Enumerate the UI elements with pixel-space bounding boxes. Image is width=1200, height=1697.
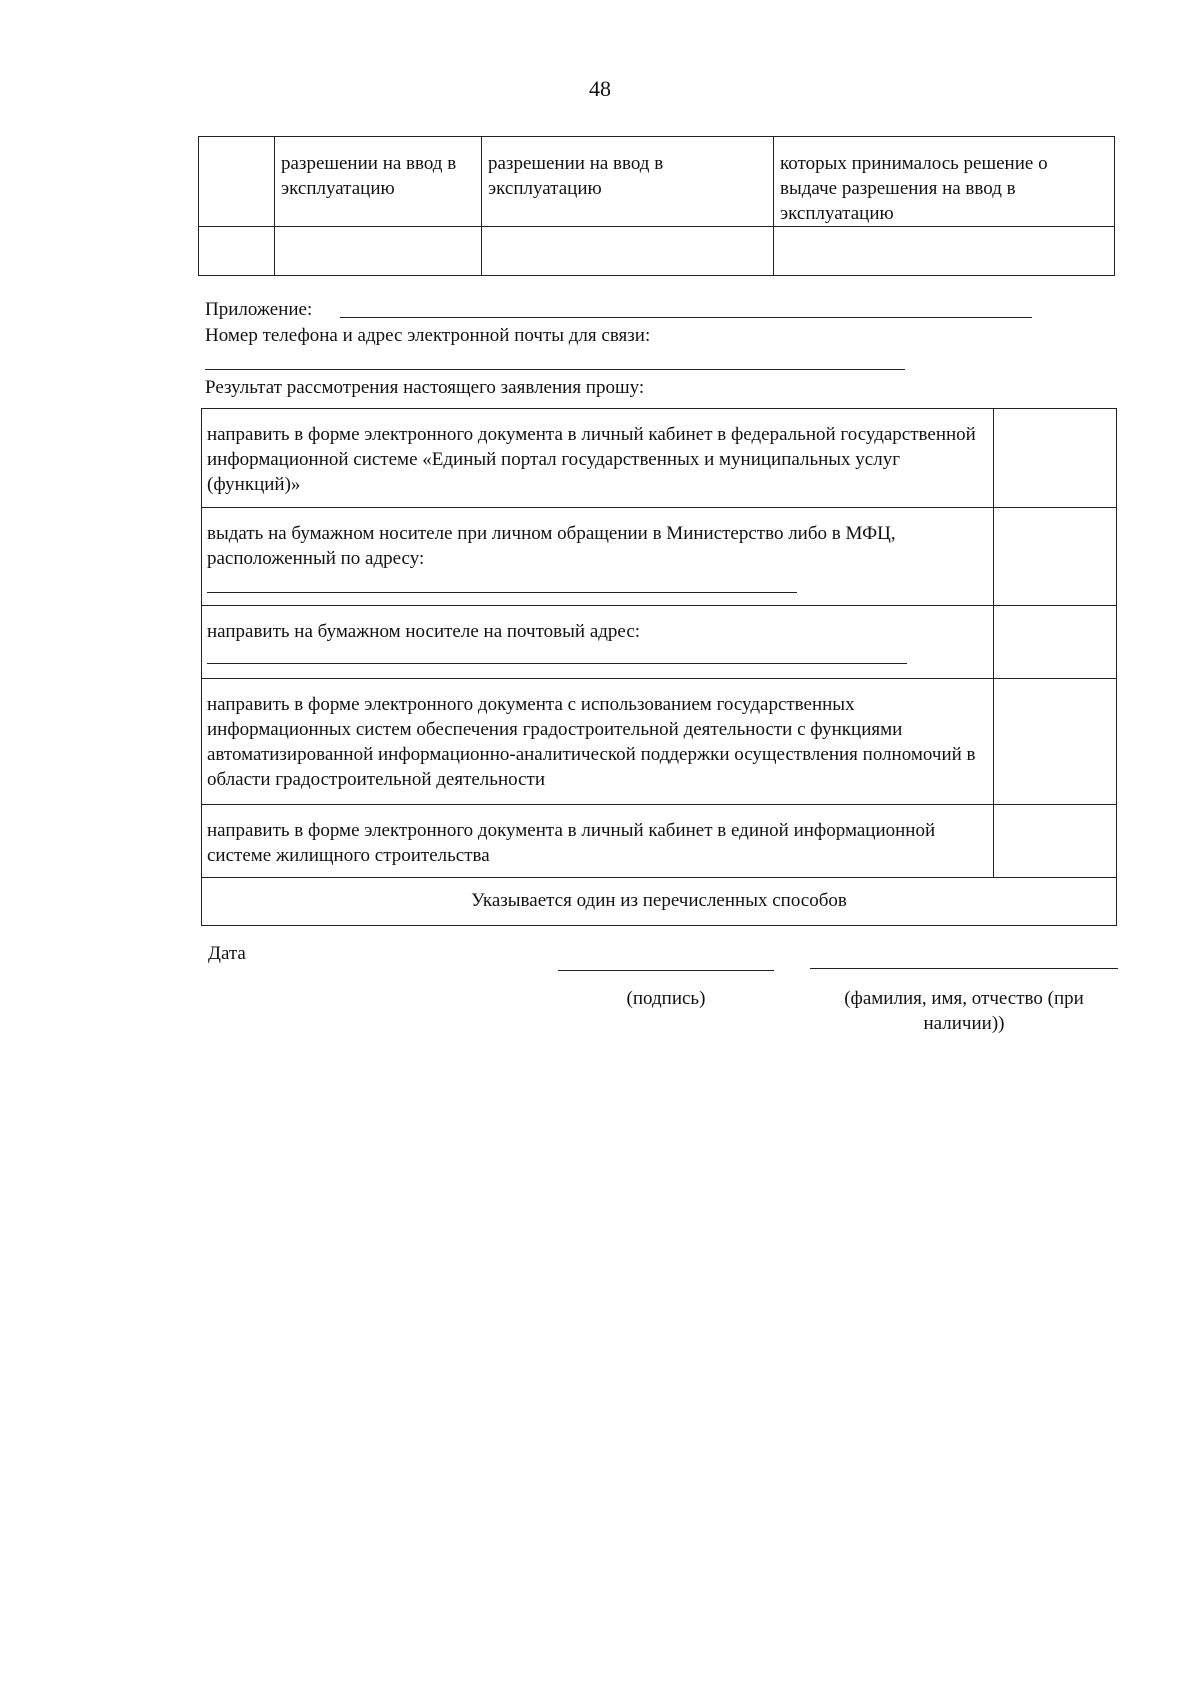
postal-address-field[interactable]	[207, 663, 907, 664]
delivery-options-table	[201, 408, 1117, 926]
name-field[interactable]	[810, 968, 1118, 969]
option-checkbox[interactable]	[993, 679, 1116, 805]
option-row	[202, 508, 1117, 606]
option-checkbox[interactable]	[993, 508, 1116, 606]
table-cell	[275, 227, 482, 276]
option-cell	[202, 606, 994, 679]
signature-field[interactable]	[558, 970, 774, 971]
option-checkbox[interactable]	[993, 606, 1116, 679]
table-row	[199, 227, 1115, 276]
permit-table-continuation	[198, 136, 1115, 276]
table-cell	[199, 227, 275, 276]
options-note: Указывается один из перечисленных способов	[202, 878, 1117, 926]
table-row	[199, 137, 1115, 227]
option-text: направить в форме электронного документа с использованием государственных информационных систем обеспечения градостроительной деятельности с функциями автоматизированной информационно-аналитической поддержки осуществления полномочий в области градостроительной деятельности	[202, 679, 994, 805]
option-checkbox[interactable]	[993, 409, 1116, 508]
option-cell	[202, 508, 994, 606]
page-number: 48	[589, 76, 611, 101]
option-text: направить на бумажном носителе на почтовый адрес:	[207, 621, 641, 642]
option-text: направить в форме электронного документа в личный кабинет в единой информационной системе жилищного строительства	[202, 805, 994, 878]
contact-label: Номер телефона и адрес электронной почты для связи:	[205, 325, 651, 346]
option-row	[202, 409, 1117, 508]
result-label: Результат рассмотрения настоящего заявления прошу:	[205, 377, 645, 398]
option-row	[202, 606, 1117, 679]
table-cell	[482, 227, 774, 276]
date-label: Дата	[208, 943, 246, 964]
signature-label: (подпись)	[626, 988, 706, 1009]
option-row	[202, 679, 1117, 805]
option-checkbox[interactable]	[993, 805, 1116, 878]
address-field[interactable]	[207, 592, 797, 593]
table-cell	[199, 137, 275, 227]
name-label: (фамилия, имя, отчество (при наличии))	[844, 988, 1084, 1034]
attachment-field[interactable]	[340, 317, 1032, 318]
table-cell	[774, 227, 1115, 276]
table-cell: которых принималось решение о выдаче разрешения на ввод в эксплуатацию	[774, 137, 1115, 227]
option-row	[202, 805, 1117, 878]
option-text: направить в форме электронного документа в личный кабинет в федеральной государственной информационной системе «Единый портал государственных и муниципальных услуг (функций)»	[202, 409, 994, 508]
table-cell: разрешении на ввод в эксплуатацию	[482, 137, 774, 227]
attachment-label: Приложение:	[205, 299, 313, 320]
contact-field[interactable]	[205, 369, 905, 370]
option-row	[202, 878, 1117, 926]
table-cell: разрешении на ввод в эксплуатацию	[275, 137, 482, 227]
option-text: выдать на бумажном носителе при личном обращении в Министерство либо в МФЦ, расположенный по адресу:	[207, 523, 896, 569]
